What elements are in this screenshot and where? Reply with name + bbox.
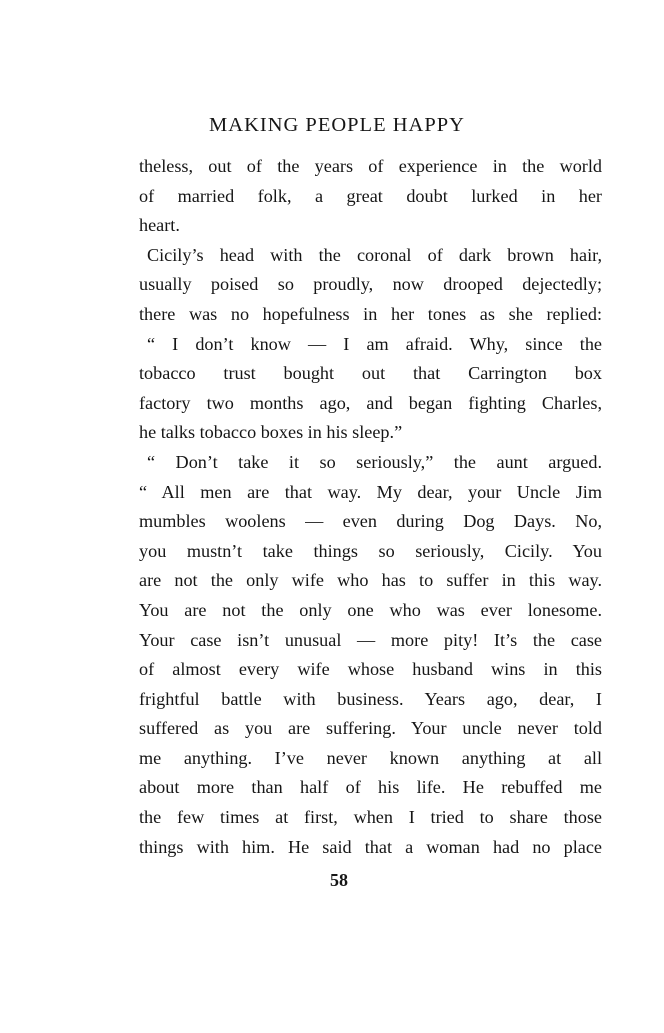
text-line: usually poised so proudly, now drooped dejectedly; xyxy=(139,274,602,295)
page-number: 58 xyxy=(330,870,348,890)
text-line: suffered as you are suffering. Your uncle never told xyxy=(139,718,602,739)
text-line: are not the only wife who has to suffer in this way. xyxy=(139,570,602,591)
text-line: heart. xyxy=(139,215,180,236)
body-text xyxy=(139,152,602,862)
text-line: “ All men are that way. My dear, your Uncle Jim xyxy=(139,481,602,502)
text-line: theless, out of the years of experience in the world xyxy=(139,156,602,176)
text-line: there was no hopefulness in her tones as she replied: xyxy=(139,303,602,324)
text-line: things with him. He said that a woman had no place xyxy=(139,836,602,857)
text-line: Your case isn’t unusual — more pity! It’s the case xyxy=(139,629,602,650)
text-line: you mustn’t take things so seriously, Cicily. You xyxy=(139,540,602,561)
text-line: about more than half of his life. He rebuffed me xyxy=(139,777,602,798)
running-head: MAKING PEOPLE HAPPY xyxy=(209,114,465,136)
text-line: “ Don’t take it so seriously,” the aunt argued. xyxy=(147,451,602,472)
text-line: mumbles woolens — even during Dog Days. No, xyxy=(139,511,602,532)
text-line: of almost every wife whose husband wins in this xyxy=(139,659,602,680)
text-line: frightful battle with business. Years ago, dear, I xyxy=(139,688,602,709)
text-line: Cicily’s head with the coronal of dark brown hair, xyxy=(147,244,602,265)
text-line: tobacco trust bought out that Carrington box xyxy=(139,363,602,384)
text-line: factory two months ago, and began fighting Charles, xyxy=(139,392,602,413)
text-line: the few times at first, when I tried to share those xyxy=(139,807,602,828)
text-line: You are not the only one who was ever lonesome. xyxy=(139,599,602,620)
text-line: me anything. I’ve never known anything at all xyxy=(139,747,602,768)
text-line: “ I don’t know — I am afraid. Why, since the xyxy=(147,333,602,354)
text-line: of married folk, a great doubt lurked in her xyxy=(139,185,602,206)
text-line: he talks tobacco boxes in his sleep.” xyxy=(139,422,403,443)
